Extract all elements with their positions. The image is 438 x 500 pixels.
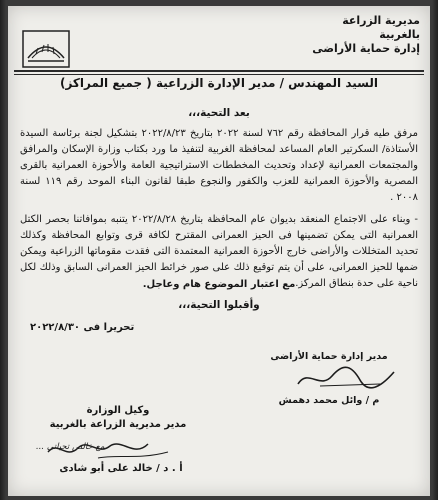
body-paragraph-2: - وبناء على الاجتماع المنعقد بديوان عام المحافظة بتاريخ ٢٠٢٢/٨/٢٨ يتنبه بموافاتنا بحصر الكتل العمرانية التى يمكن تضمينها فى الحيز العمرانى المقترح لكافة قرى وتوابع المحافظة وكذلك تحديد المتخللات والأراضى خارج الأحوزة العمرانية المعتمدة التى فقدت مقوماتها الزراعية ويمكن ضمها للحيز العمرانى، على أن يتم توقيع ذلك على صور خرائط الحيز العمرانى السابق وذلك لكل ناحية على حدة بنطاق المركز.	[20, 214, 418, 289]
org-line-1: مديرية الزراعة بالغربية	[342, 14, 420, 41]
urgent-note: مع اعتبار الموضوع هام وعاجل.	[142, 279, 296, 290]
left-signatory-name: أ . د / خالد على أبو شادى	[59, 463, 183, 474]
org-line-2: إدارة حماية الأراضى	[312, 42, 420, 55]
letter-body	[20, 126, 418, 292]
left-signature-block	[18, 404, 218, 432]
greeting-line: بعد التحية،،،	[188, 107, 250, 119]
right-signatory-name: م / وائل محمد دهمش	[278, 395, 380, 406]
document-page	[8, 6, 430, 496]
ministry-logo-icon	[22, 30, 70, 68]
closing-line: وأقبلوا التحية،،،	[178, 299, 260, 311]
header-rule-thin	[14, 74, 424, 75]
handwritten-note: مع خالص تحياتى ...	[36, 442, 105, 452]
letterhead-org	[300, 14, 420, 56]
left-signatory-line-1: وكيل الوزارة	[86, 405, 150, 416]
right-signatory-title: مدير إدارة حماية الأراضى	[270, 351, 388, 362]
header-rule	[14, 70, 424, 72]
left-signatory-line-2: مدير مديرية الزراعة بالغربية	[49, 419, 187, 430]
date-line: تحريرا فى ٢٠٢٢/٨/٣٠	[30, 322, 135, 333]
right-signature-icon	[290, 364, 400, 392]
addressee-line: السيد المهندس / مدير الإدارة الزراعية ( جميع المراكز)	[59, 76, 378, 90]
body-paragraph-1: مرفق طيه قرار المحافظة رقم ٧٦٢ لسنة ٢٠٢٢ بتاريخ ٢٠٢٢/٨/٢٣ بتشكيل لجنة برئاسة السيدة الأستاذة/ السكرتير العام المساعد لمحافظة الغربية لتنفيذ ما ورد بكتاب وزارة الإسكان والمرافق والمجتمعات العمرانية لإعداد وتحديث المخططات الاستراتيجية العامة والأحوزة العمرانية بالقرى المصرية والأحوزة العمرانية للعزب والكفور والنجوع طبقا لقانون البناء الموحد رقم ١١٩ لسنة ٢٠٠٨ .	[20, 128, 418, 203]
